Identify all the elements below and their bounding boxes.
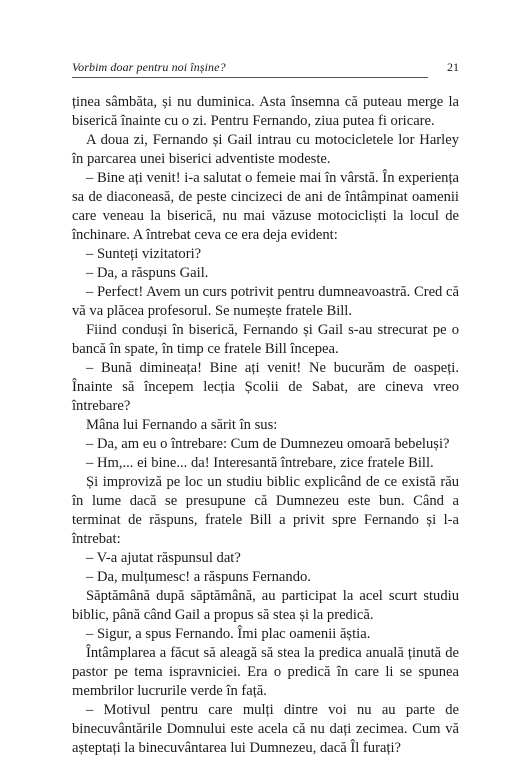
paragraph: – Da, a răspuns Gail. [86, 265, 209, 281]
paragraph: – V-a ajutat răspunsul dat? [86, 550, 241, 566]
paragraph: Și improviză pe loc un studiu biblic explicând de ce există rău în lume dacă se presupune că Dumnezeu este bun. Când a terminat de răspuns, fratele Bill a privit spre Fernando și l-a întrebat: [72, 474, 459, 547]
paragraph: – Da, am eu o întrebare: Cum de Dumnezeu omoară bebeluși? [86, 436, 450, 452]
paragraph: ținea sâmbăta, și nu duminica. Asta însemna că puteau merge la biserică înainte cu o zi. Pentru Fernando, ziua putea fi oricare. [72, 94, 459, 129]
paragraph: – Motivul pentru care mulți dintre voi nu au parte de binecuvântările Domnului este acela că nu dați zecimea. Cum vă așteptați la binecuvântarea lui Dumnezeu, dacă Îl furați? [72, 702, 459, 756]
paragraph: – Bună dimineața! Bine ați venit! Ne bucurăm de oaspeți. Înainte să începem lecția Școlii de Sabat, are cineva vreo întrebare? [72, 360, 459, 414]
paragraph: – Hm,... ei bine... da! Interesantă întrebare, zice fratele Bill. [86, 455, 434, 471]
paragraph: – Bine ați venit! i-a salutat o femeie mai în vârstă. În experiența sa de diaconeasă, de peste cincizeci de ani de întâmpinat oamenii care veneau la biserică, nu mai văzuse motocicliști la locul de închinare. A întrebat ceva ce era deja evident: [72, 170, 459, 243]
paragraph: – Da, mulțumesc! a răspuns Fernando. [86, 569, 311, 585]
paragraph: – Sigur, a spus Fernando. Îmi plac oamenii ăștia. [86, 626, 371, 642]
paragraph: Întâmplarea a făcut să aleagă să stea la predica anuală ținută de pastor pe tema ispravniciei. Era o predică în care li se spunea membrilor lucrurile verde în față. [72, 645, 459, 699]
paragraph: – Perfect! Avem un curs potrivit pentru dumneavoastră. Cred că vă va plăcea profesorul. Se numește fratele Bill. [72, 284, 459, 319]
body-text [72, 93, 459, 758]
paragraph: Săptămână după săptămână, au participat la acel scurt studiu biblic, până când Gail a propus să stea și la predică. [72, 588, 459, 623]
running-title: Vorbim doar pentru noi înșine? [72, 60, 226, 74]
header-rule [72, 77, 428, 78]
paragraph: Mâna lui Fernando a sărit în sus: [86, 417, 278, 433]
paragraph: Fiind conduși în biserică, Fernando și Gail s-au strecurat pe o bancă în spate, în timp ce fratele Bill începea. [72, 322, 459, 357]
page-number: 21 [447, 60, 459, 74]
paragraph: – Sunteți vizitatori? [86, 246, 202, 262]
running-head [72, 58, 459, 76]
paragraph: A doua zi, Fernando și Gail intrau cu motocicletele lor Harley în parcarea unei biserici adventiste modeste. [72, 132, 459, 167]
